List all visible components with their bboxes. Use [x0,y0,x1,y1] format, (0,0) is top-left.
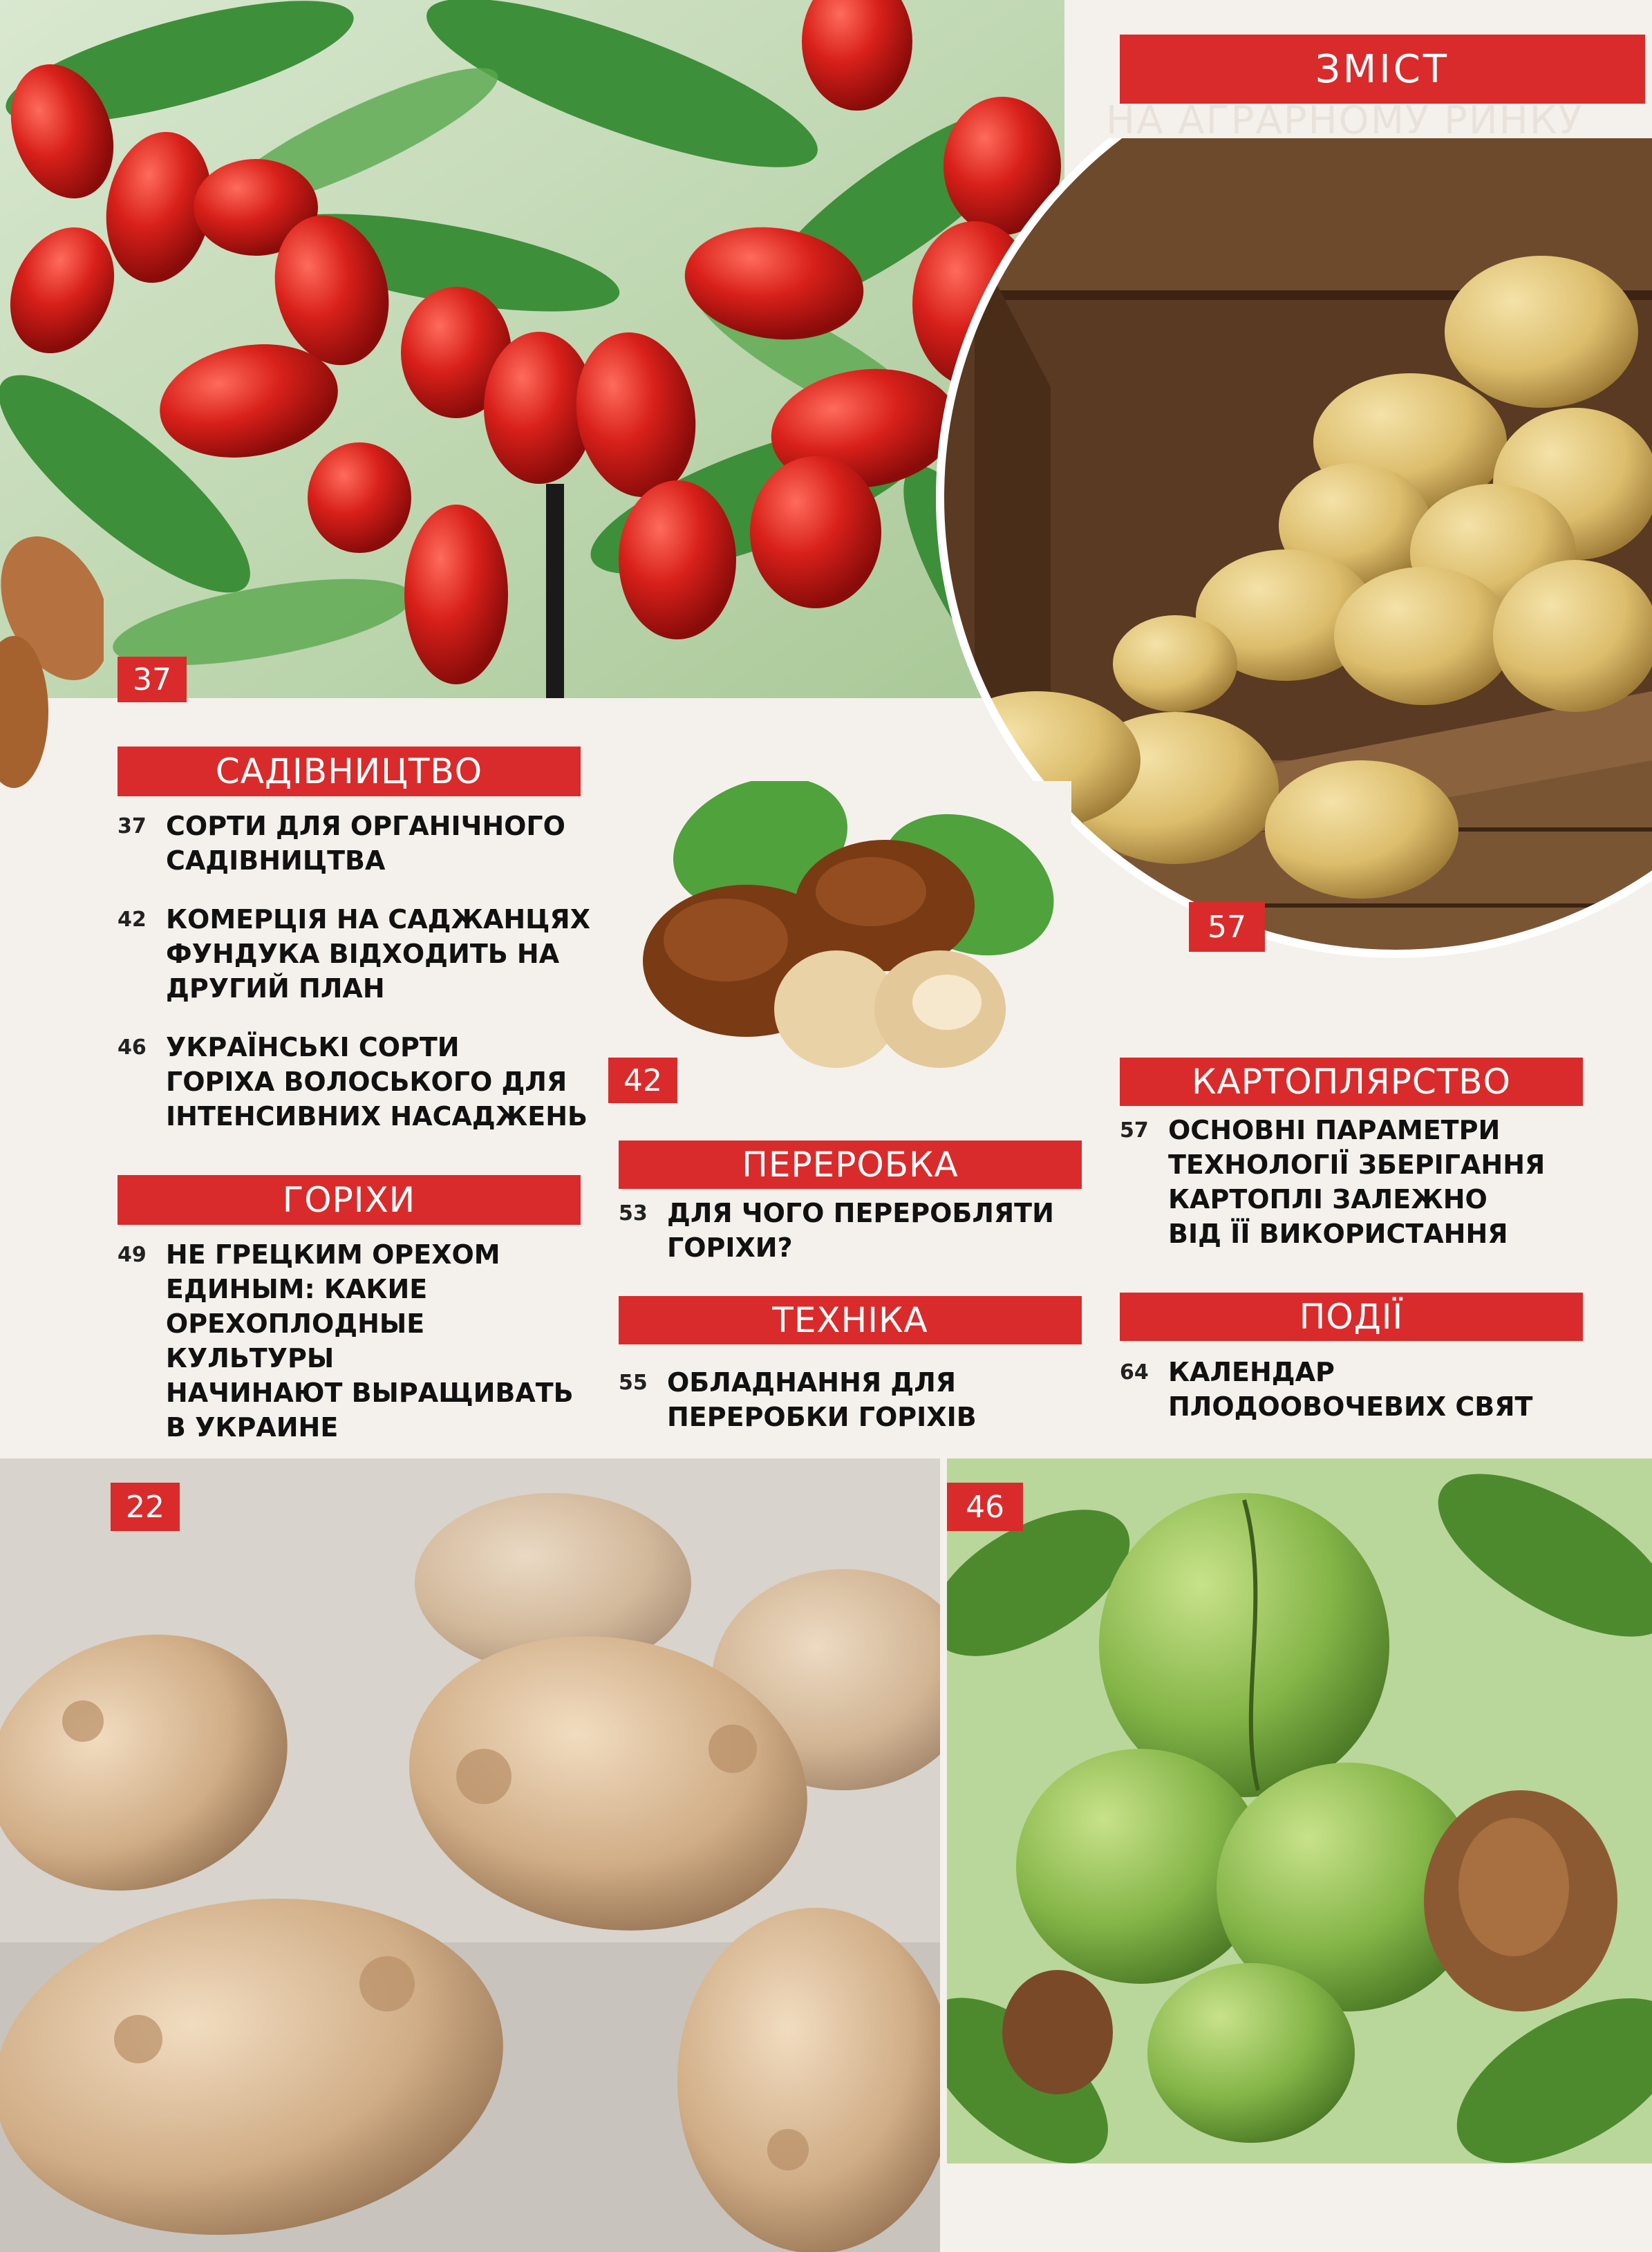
toc-entry[interactable] [1120,1113,1604,1251]
section-header-machinery: ТЕХНІКА [619,1296,1082,1344]
potato-page-badge[interactable]: 57 [1189,902,1265,952]
section-header-nuts: ГОРІХИ [118,1175,581,1225]
toc-page-number: 57 [1120,1118,1149,1143]
toc-page-number: 55 [619,1371,648,1395]
green-walnut-photo [947,1458,1652,2164]
toc-title: КАЛЕНДАР ПЛОДООВОЧЕВИХ СВЯТ [1168,1357,1533,1422]
almond-photo [0,532,104,795]
toc-page-number: 46 [118,1035,147,1060]
contents-header: ЗМІСТ [1120,35,1645,104]
jerusalem-artichoke-photo [0,1458,940,2252]
toc-page-number: 64 [1120,1360,1149,1385]
toc-title: УКРАЇНСЬКІ СОРТИ ГОРІХА ВОЛОСЬКОГО ДЛЯ ІНТЕНСИВНИХ НАСАДЖЕНЬ [166,1032,588,1132]
section-header-potato-growing: КАРТОПЛЯРСТВО [1120,1058,1583,1106]
toc-page-number: 42 [118,908,147,932]
section-header-gardening: САДІВНИЦТВО [118,747,581,796]
toc-title: ОСНОВНІ ПАРАМЕТРИ ТЕХНОЛОГІЇ ЗБЕРІГАННЯ КАРТОПЛІ ЗАЛЕЖНО ВІД ЇЇ ВИКОРИСТАННЯ [1168,1115,1546,1249]
toc-page-number: 37 [118,814,147,838]
ghost-heading: НА АГРАРНОМУ РИНКУ [1106,104,1584,138]
toc-title: КОМЕРЦІЯ НА САДЖАНЦЯХ ФУНДУКА ВІДХОДИТЬ НА ДРУГИЙ ПЛАН [166,904,590,1004]
toc-title: НЕ ГРЕЦКИМ ОРЕХОМ ЕДИНЫМ: КАКИЕ ОРЕХОПЛОДНЫЕ КУЛЬТУРЫ НАЧИНАЮТ ВЫРАЩИВАТЬ В УКРАИНЕ [165,1239,574,1443]
toc-page-number: 49 [118,1243,147,1267]
artichoke-page-badge[interactable]: 22 [111,1483,180,1531]
toc-page-number: 53 [619,1201,648,1226]
toc-entry[interactable] [118,809,601,878]
cornel-berries-photo [0,0,1064,698]
hazelnut-photo [608,781,1071,1085]
section-header-processing: ПЕРЕРОБКА [619,1141,1082,1189]
toc-title: ОБЛАДНАННЯ ДЛЯ ПЕРЕРОБКИ ГОРІХІВ [667,1367,977,1432]
walnut-page-badge[interactable]: 46 [947,1483,1023,1531]
toc-entry[interactable] [118,1030,601,1134]
toc-title: СОРТИ ДЛЯ ОРГАНІЧНОГО САДІВНИЦТВА [166,811,565,876]
toc-entry[interactable] [619,1365,1089,1434]
toc-title: ДЛЯ ЧОГО ПЕРЕРОБЛЯТИ ГОРІХИ? [667,1198,1054,1263]
section-header-events: ПОДІЇ [1120,1293,1583,1341]
toc-entry[interactable] [118,1237,601,1445]
toc-entry[interactable] [118,902,601,1006]
toc-entry[interactable] [619,1196,1089,1265]
toc-entry[interactable] [1120,1355,1604,1424]
cornel-page-badge[interactable]: 37 [118,657,187,702]
hazelnut-page-badge[interactable]: 42 [608,1058,677,1103]
